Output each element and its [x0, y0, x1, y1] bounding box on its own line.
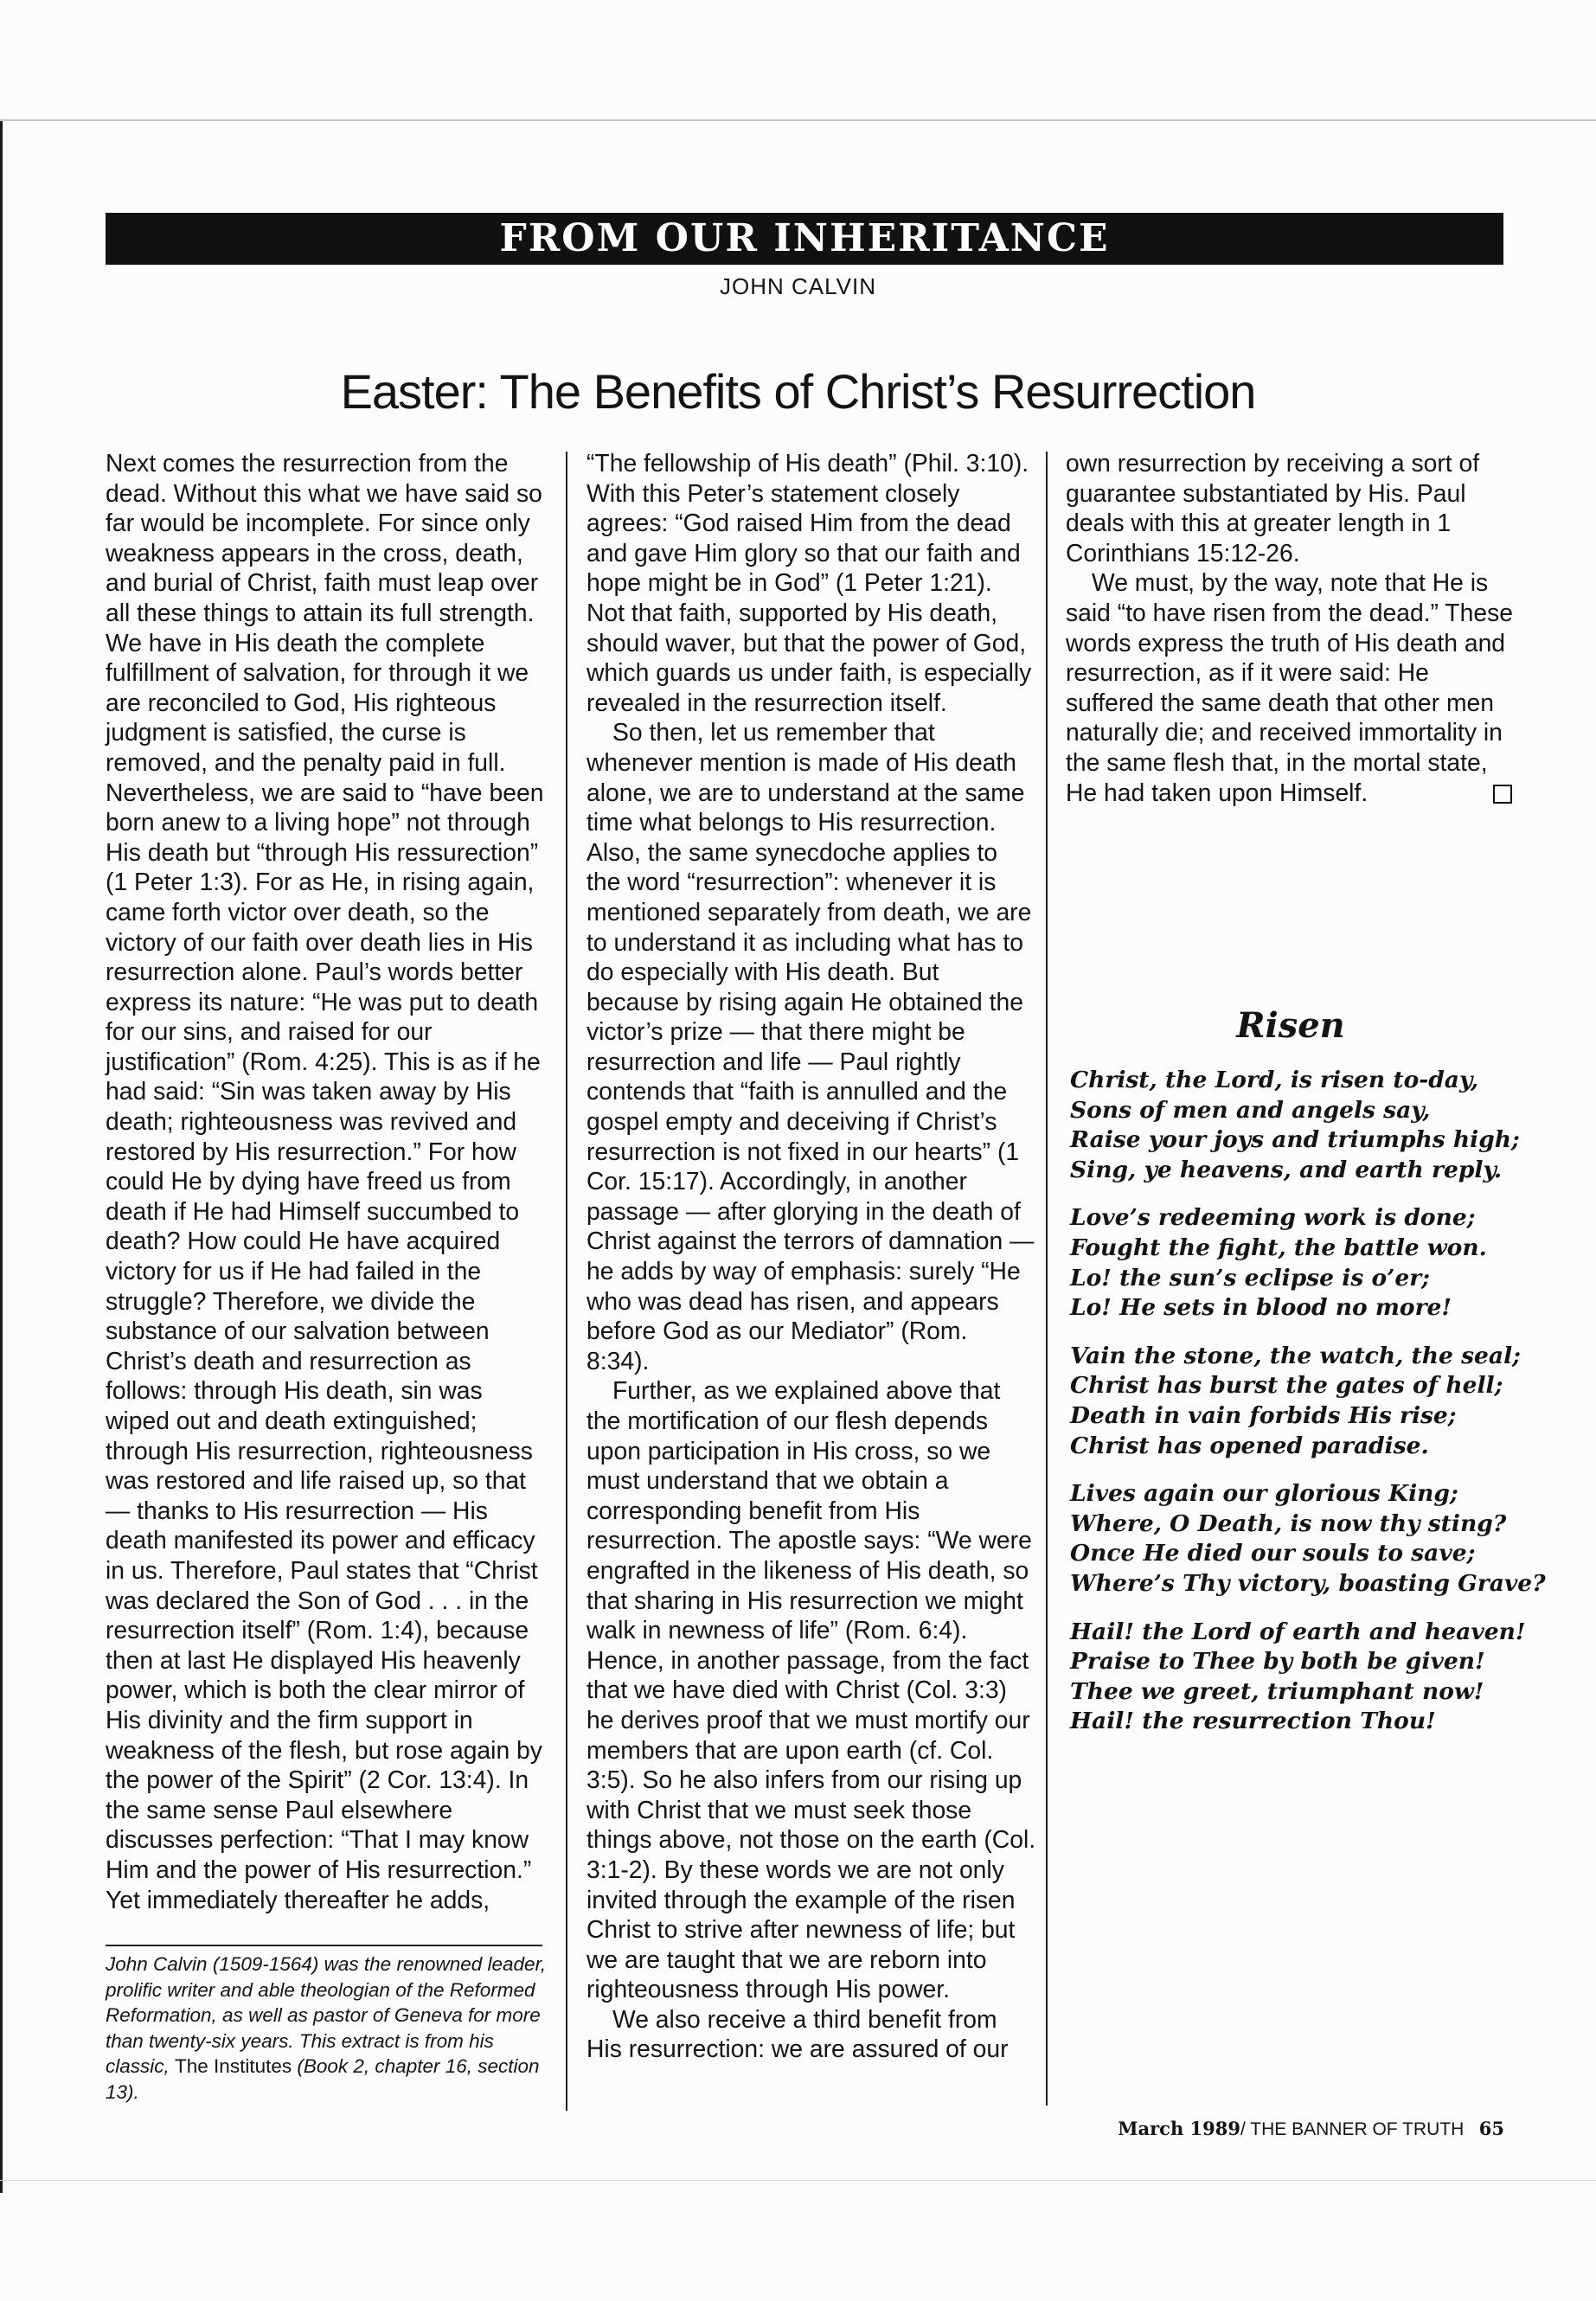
article-column-1 — [106, 448, 552, 1914]
paragraph: own resurrection by receiving a sort of guarantee substantiated by His. Paul deals with this at greater length in 1 Corinthians 15:12-26. — [1066, 449, 1480, 567]
poem-stanza — [1070, 1618, 1554, 1737]
issue-date: March 1989 — [1118, 2118, 1240, 2139]
poem-line: Hail! the Lord of earth and heaven! — [1070, 1618, 1526, 1645]
bio-text: John Calvin (1509-1564) was the renowned leader, prolific writer and able theologian of the Reformed Reformation, as well as pastor of Geneva for more than twenty-six years. This extract is from his classic, — [106, 1953, 547, 2077]
paragraph: So then, let us remember that whenever mention is made of His death alone, we are to understand at the same time what belongs to His resurrection. Also, the same synecdoche applies to the word “resurrection”: whenever it is mentioned separately from death, we are to understand it as including what has to do especially with His death. But because by rising again He obtained the victor’s prize — that there might be resurrection and life — Paul rightly contends that “faith is annulled and the gospel empty and deceiving if Christ’s resurrection is not fixed in our hearts” (1 Cor. 15:17). Accordingly, in another passage — after glorying in the death of Christ against the terrors of damnation — he adds by way of emphasis: surely “He who was dead has risen, and appears before God as our Mediator” (Rom. 8:34). — [586, 718, 1035, 1375]
poem-line: Where, O Death, is now thy sting? — [1070, 1509, 1507, 1537]
poem-stanza — [1070, 1479, 1554, 1599]
poem — [1070, 1066, 1554, 1755]
bio-divider — [106, 1945, 542, 1946]
poem-title: Risen — [1236, 1005, 1345, 1046]
poem-line: Sing, ye heavens, and earth reply. — [1070, 1156, 1503, 1183]
magazine-name: / THE BANNER OF TRUTH — [1240, 2119, 1465, 2139]
column-divider — [566, 452, 567, 2111]
poem-line: Christ has opened paradise. — [1070, 1432, 1429, 1459]
paragraph-with-endmark — [1066, 567, 1516, 807]
poem-line: Lo! the sun’s eclipse is o’er; — [1070, 1264, 1430, 1292]
scan-bottom-line — [0, 2180, 1596, 2181]
end-of-article-mark — [1493, 785, 1512, 804]
poem-line: Raise your joys and triumphs high; — [1070, 1126, 1520, 1154]
column-divider — [1046, 452, 1048, 2106]
paragraph: We must, by the way, note that He is said “to have risen from the dead.” These words express the truth of His death and resurrection, as if it were said: He suffered the same death that other men naturally die; and received immortality in the same flesh that, in the mortal state, He had taken upon Himself. — [1066, 568, 1513, 806]
poem-stanza — [1070, 1342, 1554, 1461]
author-name: JOHN CALVIN — [720, 273, 876, 299]
poem-line: Lives again our glorious King; — [1070, 1480, 1458, 1508]
poem-line: Praise to Thee by both be given! — [1070, 1648, 1485, 1676]
article-column-3 — [1066, 448, 1516, 807]
poem-line: Death in vain forbids His rise; — [1070, 1401, 1457, 1429]
bio-reference: (Book 2, chapter 16, section 13). — [106, 2055, 540, 2103]
poem-line: Where’s Thy victory, boasting Grave? — [1070, 1569, 1546, 1597]
poem-line: Hail! the resurrection Thou! — [1070, 1708, 1436, 1735]
author-bio — [106, 1952, 547, 2105]
page-footer — [1118, 2118, 1504, 2140]
poem-line: Christ has burst the gates of hell; — [1070, 1372, 1503, 1400]
paragraph: “The fellowship of His death” (Phil. 3:10). With this Peter’s statement closely agrees: “God raised Him from the dead and gave Him glory so that our faith and hope might be in God” (1 Peter 1:21). Not that faith, supported by His death, should waver, but that the power of God, which guards us under faith, is especially revealed in the resurrection itself. — [586, 449, 1032, 716]
poem-line: Thee we greet, triumphant now! — [1070, 1677, 1484, 1705]
paragraph: Further, as we explained above that the mortification of our flesh depends upon participation in His cross, so we must understand that we obtain a corresponding benefit from His resurrection. The apostle says: “We were engrafted in the likeness of His death, so that sharing in His resurrection we might walk in newness of life” (Rom. 6:4). Hence, in another passage, from the fact that we have died with Christ (Col. 3:3) he derives proof that we must mortify our members that are upon earth (cf. Col. 3:5). So he also infers from our rising up with Christ that we must seek those things above, not those on the earth (Col. 3:1-2). By these words we are not only invited through the example of the risen Christ to strive after newness of life; but we are taught that we are reborn into righteousness through His power. — [586, 1376, 1036, 2003]
poem-line: Sons of men and angels say, — [1070, 1096, 1431, 1124]
article-title: Easter: The Benefits of Christ’s Resurrection — [340, 364, 1256, 419]
poem-stanza — [1070, 1203, 1554, 1323]
poem-stanza — [1070, 1066, 1554, 1185]
poem-line: Once He died our souls to save; — [1070, 1540, 1476, 1567]
scan-edge-line — [0, 119, 1596, 121]
page-number: 65 — [1478, 2118, 1504, 2139]
poem-line: Vain the stone, the watch, the seal; — [1070, 1342, 1521, 1369]
section-banner: FROM OUR INHERITANCE — [106, 213, 1503, 265]
paragraph: Next comes the resurrection from the dead. Without this what we have said so far would be incomplete. For since only weakness appears in the cross, death, and burial of Christ, faith must leap over all these things to attain its full strength. We have in His death the complete fulfillment of salvation, for through it we are reconciled to God, His righteous judgment is satisfied, the curse is removed, and the penalty paid in full. Nevertheless, we are said to “have been born anew to a living hope” not through His death but “through His ressurection” (1 Peter 1:3). For as He, in rising again, came forth victor over death, so the victory of our faith over death lies in His resurrection alone. Paul’s words better express its nature: “He was put to death for our sins, and raised for our justification” (Rom. 4:25). This is as if he had said: “Sin was taken away by His death; righteousness was revived and restored by His resurrection.” For how could He by dying have freed us from death if He had Himself succumbed to death? How could He have acquired victory for us if He had failed in the struggle? Therefore, we divide the substance of our salvation between Christ’s death and resurrection as follows: through His death, sin was wiped out and death extinguished; through His resurrection, righteousness was restored and life raised up, so that — thanks to His resurrection — His death manifested its power and efficacy in us. Therefore, Paul states that “Christ was declared the Son of God . . . in the resurrection itself” (Rom. 1:4), because then at last He displayed His heavenly power, which is both the clear mirror of His divinity and the firm support in weakness of the flesh, but rose again by the power of the Spirit” (2 Cor. 13:4). In the same sense Paul elsewhere discusses perfection: “That I may know Him and the power of His resurrection.” Yet immediately thereafter he adds, — [106, 449, 544, 1913]
poem-line: Love’s redeeming work is done; — [1070, 1204, 1476, 1232]
paragraph: We also receive a third benefit from His resurrection: we are assured of our — [586, 2004, 1009, 2063]
poem-line: Fought the fight, the battle won. — [1070, 1234, 1487, 1261]
poem-line: Lo! He sets in blood no more! — [1070, 1294, 1452, 1322]
poem-line: Christ, the Lord, is risen to-day, — [1070, 1067, 1479, 1093]
article-column-2 — [586, 448, 1036, 2064]
scan-left-edge — [0, 121, 3, 2193]
bio-book-title: The Institutes — [175, 2055, 292, 2077]
